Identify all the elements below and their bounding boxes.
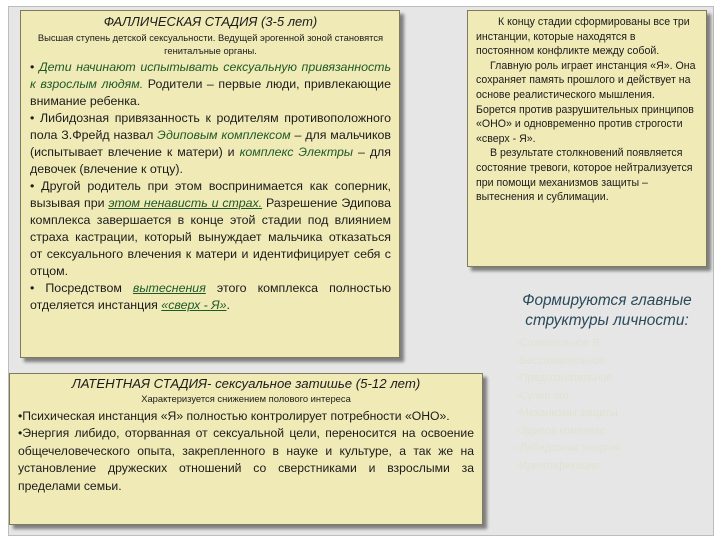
highlight-text: этом ненависть и страх. bbox=[108, 196, 263, 210]
latent-paragraph-1: •Психическая инстанция «Я» полностью контролирует потребности «ОНО». bbox=[18, 409, 450, 423]
paragraph-text: • Посредством bbox=[30, 281, 133, 295]
list-item: ▫ Сознательное Я bbox=[516, 335, 712, 353]
highlight-text: комплекс Электры bbox=[239, 145, 354, 159]
phallic-stage-subtitle: Высшая ступень детской сексуальности. Ведущей эрогенной зоной становятся гениталъные органы. bbox=[37, 32, 384, 56]
instances-paragraph-3: В результате столкновений появляется состояние тревоги, которое нейтрализуется при помощи механизмов защиты – вытеснения и сублимации. bbox=[476, 147, 693, 204]
highlight-text: «сверх - Я» bbox=[161, 298, 227, 312]
instances-paragraph-2: Главную роль играет инстанция «Я». Она сохраняет память прошлого и действует на основе реалистического мышления. Борется против разрушительных принципов «ОНО» и одновременно против строгости «сверх - Я». bbox=[476, 59, 696, 145]
phallic-stage-title: ФАЛЛИЧЕСКАЯ СТАДИЯ (3-5 лет) bbox=[103, 14, 318, 29]
instances-box bbox=[467, 10, 707, 267]
paragraph-text: – для мальчиков (испытывает влечение к матери) и bbox=[30, 128, 391, 159]
phallic-paragraph-4 bbox=[30, 280, 391, 314]
paragraph-text: Разрешение Эдипова комплекса завершается в конце этой стадии под влиянием страха кастрации, который вынуждает мальчика отказаться от сексуального влечения к матери и идентифицирует себя с отцом. bbox=[30, 196, 391, 278]
highlight-text: Дети начинают испытывать сексуальную привязанность к взрослым людям. bbox=[30, 60, 392, 91]
phallic-paragraph-2 bbox=[30, 110, 391, 178]
personality-structures bbox=[502, 291, 712, 475]
list-item: ▫ Идентификация bbox=[516, 458, 712, 476]
paragraph-text: . bbox=[226, 298, 230, 312]
instances-paragraph-1: К концу стадии сформированы все три инстанции, которые находятся в постоянном конфликте между собой. bbox=[476, 16, 690, 58]
list-item: ▫ Эдипов комплекс bbox=[516, 423, 712, 441]
list-item: ▫ Механизмы защиты bbox=[516, 405, 712, 423]
structures-list bbox=[502, 335, 712, 475]
list-item: ▫ Предсознательное bbox=[516, 370, 712, 388]
bullet: • bbox=[30, 60, 39, 74]
phallic-paragraph-3 bbox=[30, 178, 391, 280]
structures-heading: Формируются главные структуры личности: bbox=[522, 292, 692, 329]
paragraph-text: • Либидозная привязанность к родителям противоположного пола З.Фрейд назвал bbox=[30, 111, 391, 142]
latent-stage-title: ЛАТЕНТНАЯ СТАДИЯ- сексуальное затишье (5-12 лет) bbox=[71, 376, 421, 391]
paragraph-text: этого комплекса полностью отделяется инстанция bbox=[30, 281, 391, 312]
phallic-stage-box bbox=[20, 10, 400, 358]
highlight-text: Эдиповым комплексом bbox=[157, 128, 291, 142]
phallic-paragraph-1 bbox=[30, 59, 391, 110]
list-item: ▫ Либидозная энергия bbox=[516, 440, 712, 458]
latent-paragraph-2: •Энергия либидо, оторванная от сексуальной цели, переносится на освоение общечеловеческого опыта, закрепленного в науке и культуре, а так же на установление дружеских отношений со сверстниками и взрослыми за пределами семьи. bbox=[18, 426, 474, 493]
highlight-text: вытеснения bbox=[132, 281, 206, 295]
paragraph-text: – для девочек (влечение к отцу). bbox=[30, 145, 391, 176]
latent-stage-subtitle: Характеризуется снижением полового интереса bbox=[141, 393, 351, 404]
list-item: ▫ Бессознательное bbox=[516, 353, 712, 371]
paragraph-text: Родители – первые люди, привлекающие внимание ребенка. bbox=[30, 77, 391, 108]
paragraph-text: • Другой родитель при этом воспринимается как соперник, вызывая при bbox=[30, 179, 391, 210]
list-item: ▫ Супер-эго bbox=[516, 388, 712, 406]
latent-stage-box bbox=[9, 373, 483, 525]
